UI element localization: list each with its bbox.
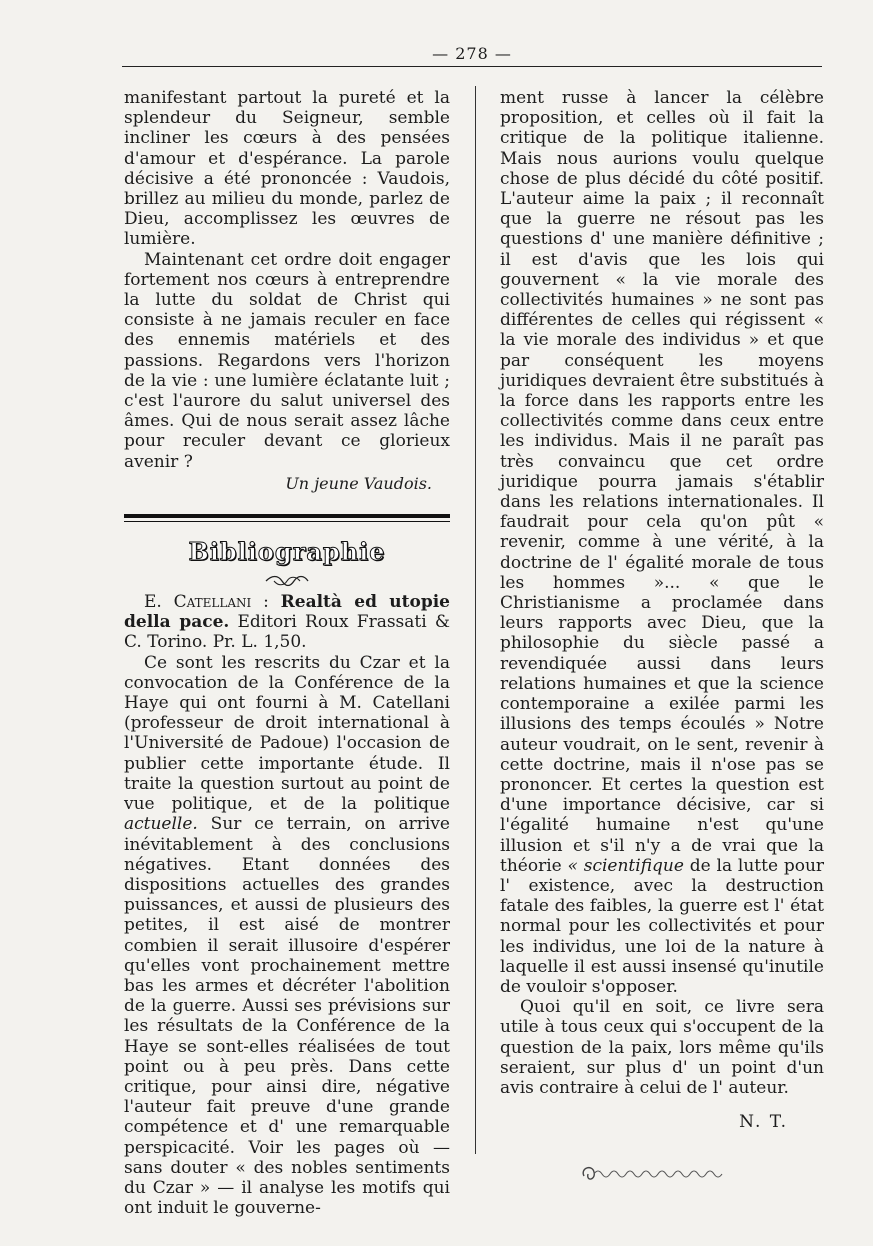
review-book-title: Realtà ed utopie della pace. — [124, 592, 451, 633]
review-paragraph-1 — [124, 653, 450, 1219]
left-paragraph-2: Maintenant cet ordre doit engager fortement nos cœurs à entreprendre la lutte du soldat de Christ qui consiste à ne jamais reculer en face des ennemis matériels et des passions. Regardons vers l'horizon de la vie : une lumière éclatante luit ; c'est l'aurore du salut universel des âmes. Qui de nous serait assez lâche pour reculer devant ce glorieux avenir ? — [124, 249, 450, 472]
page-number: — 278 — — [432, 44, 512, 63]
right-column — [500, 88, 824, 1188]
left-paragraph-1: manifestant partout la pureté et la splendeur du Seigneur, semble incliner les cœurs à des pensées d'amour et d'espérance. La parole décisive a été prononcée : Vaudois, brillez au milieu du monde, parlez de Dieu, accomplissez les œuvres de lumière. — [124, 88, 450, 250]
review-author: E. Catellani : — [144, 592, 269, 613]
right-text-italic: « scientifique — [567, 855, 684, 876]
right-paragraph-2: Quoi qu'il en soit, ce livre sera utile à tous ceux qui s'occupent de la question de la paix, lors même qu'ils seraient, sur plus d' un point d'un avis contraire à celui de l' auteur. — [500, 997, 824, 1098]
review-publisher: Editori Roux Frassati & C. Torino. Pr. L. 1,50. — [124, 612, 450, 653]
left-column — [124, 88, 450, 1218]
right-text-rest: de la lutte pour l' existence, avec la destruction fatale des faibles, la guerre est l' état normal pour les collectivités et pour les individus, une loi de la nature à laquelle il est aussi insensé qu'inutile de vouloir s'opposer. — [500, 855, 825, 997]
section-title: Bibliographie — [188, 537, 386, 567]
article-signature: Un jeune Vaudois. — [285, 473, 432, 493]
right-text-start: ment russe à lancer la célèbre proposition, et celles où il fait la critique de la politique italienne. Mais nous aurions voulu quelque chose de plus décidé du côté positif. L'auteur aime la paix ; il reconnaît que la guerre ne résout pas les questions d' une manière définitive ; il est d'avis que les lois qui gouvernent « la vie morale des collectivités humaines » ne sont pas différentes de celles qui régissent « la vie morale des individus » et que par conséquent les moyens juridiques devraient être substitués à la force dans les rapports entre les collectivités comme dans ceux entre les individus. Mais il ne paraît pas très convaincu que cet ordre juridique pourra jamais s'établir dans les relations internationales. Il faudrait pour cela qu'on pût « revenir, comme à une vérité, à la doctrine de l' égalité morale de tous les hommes »... « que le Christianisme a proclamée dans leurs rapports avec Dieu, que la philosophie du siècle passé a revendiquée aussi dans leurs relations humaines et que la science contemporaine a exilée parmi les illusions des temps écoulés » Notre auteur voudrait, on le sent, revenir à cette doctrine, mais il n'ose pas se prononcer. Et certes la question est d'une importance décisive, car si l'égalité humaine n'est qu'une illusion et s'il n'y a de vrai que la théorie — [500, 88, 824, 876]
review-initials: N. T. — [739, 1112, 788, 1133]
review-heading — [124, 592, 450, 653]
header-rule — [122, 66, 822, 67]
section-divider-thin — [124, 521, 450, 522]
review-text-rest: Sur ce terrain, on arrive inévitablement à des conclusions négatives. Etant données des dispositions actuelles des grandes puissances, et aussi de plusieurs des petites, il est aisé de montrer combien il serait illusoire d'espérer qu'elles vont prochainement mettre bas les armes et décréter l'abolition de la guerre. Aussi ses prévisions sur les résultats de la Conférence de la Haye se sont-elles réalisées de tout point ou à peu près. Dans cette critique, pour ainsi dire, négative l'auteur fait preuve d'une grande compétence et d' une remarquable perspicacité. Voir les pages où — sans douter « des nobles sentiments du Czar » — il analyse les motifs qui ont induit le gouverne- — [124, 814, 450, 1219]
review-text-start: Ce sont les rescrits du Czar et la convocation de la Conférence de la Haye qui ont fourni à M. Catellani (professeur de droit international à l'Université de Padoue) l'occasion de publier cette importante étude. Il traite la question surtout au point de vue politique, et de la politique — [124, 652, 450, 815]
ornament-icon — [124, 572, 450, 586]
tailpiece-flourish-icon — [578, 1162, 824, 1188]
right-paragraph-1 — [500, 88, 824, 997]
section-divider-thick — [124, 514, 450, 518]
page-header — [122, 44, 822, 68]
column-divider — [475, 86, 476, 1154]
review-text-italic: actuelle. — [124, 814, 198, 835]
